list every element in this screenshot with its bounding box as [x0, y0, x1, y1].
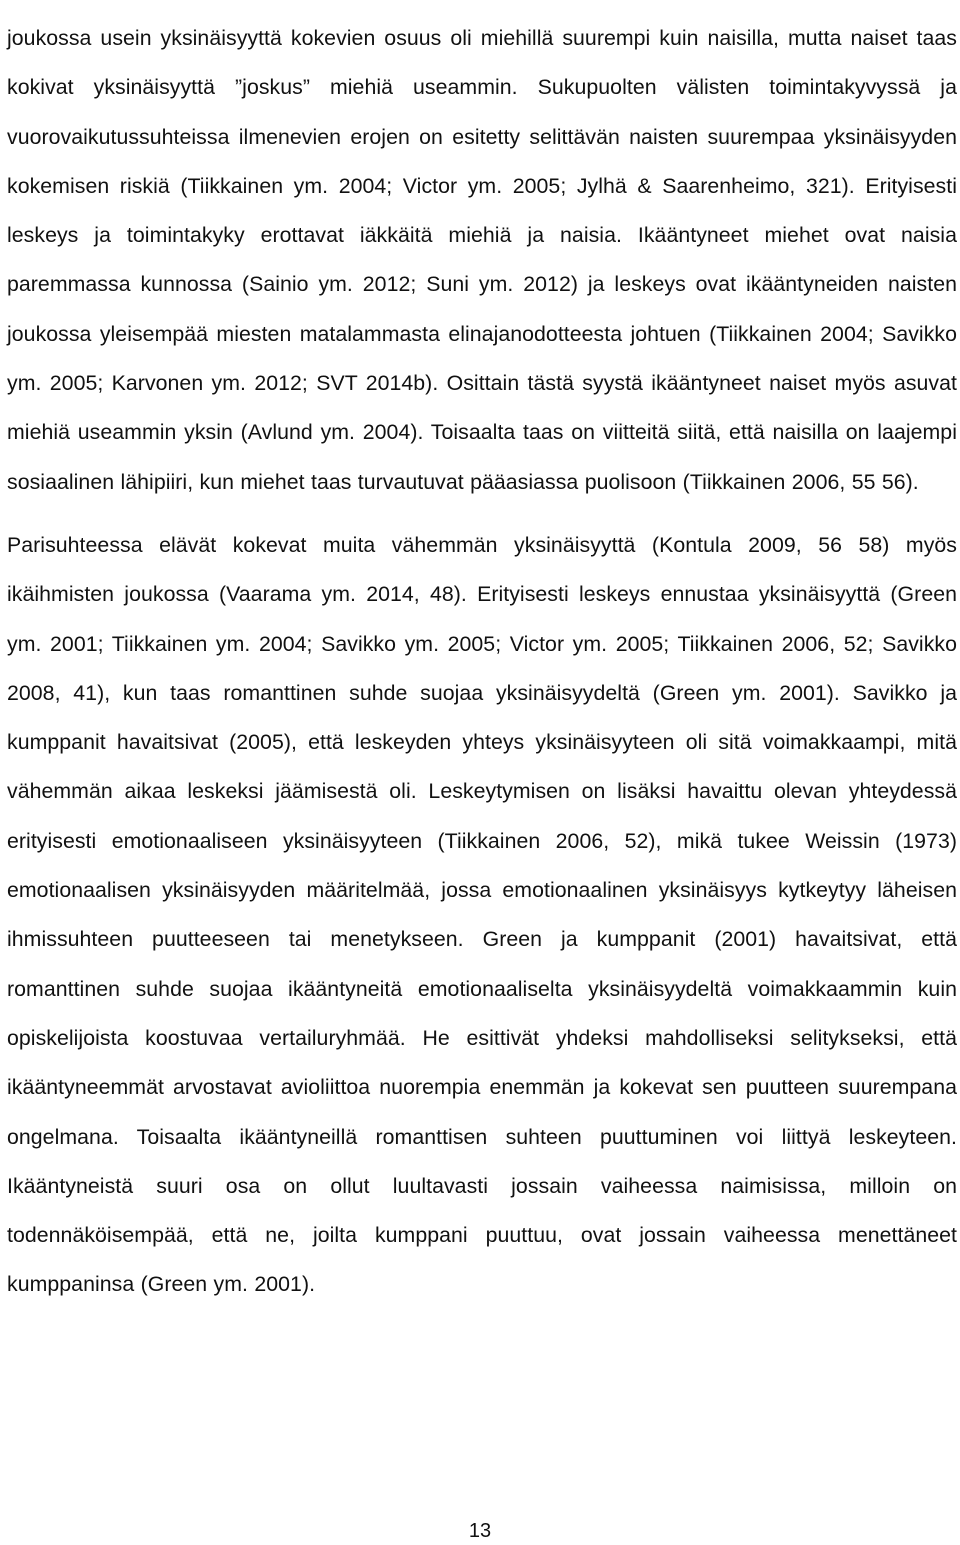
page-number: 13: [468, 1520, 492, 1542]
body-paragraph-1: joukossa usein yksinäisyyttä kokevien osuus oli miehillä suurempi kuin naisilla, mutta naiset taas kokivat yksinäisyyttä ”joskus” miehiä useammin. Sukupuolten välisten toimintakyvyssä ja vuorovaikutussuhteissa ilmenevien erojen on esitetty selittävän naisten suurempaa yksinäisyyden kokemisen riskiä (Tiikkainen ym. 2004; Victor ym. 2005; Jylhä & Saarenheimo, 321). Erityisesti leskeys ja toimintakyky erottavat iäkkäitä miehiä ja naisia. Ikääntyneet miehet ovat naisia paremmassa kunnossa (Sainio ym. 2012; Suni ym. 2012) ja leskeys ovat ikääntyneiden naisten joukossa yleisempää miesten matalammasta elinajanodotteesta johtuen (Tiikkainen 2004; Savikko ym. 2005; Karvonen ym. 2012; SVT 2014b). Osittain tästä syystä ikääntyneet naiset myös asuvat miehiä useammin yksin (Avlund ym. 2004). Toisaalta taas on viitteitä siitä, että naisilla on laajempi sosiaalinen lähipiiri, kun miehet taas turvautuvat pääasiassa puolisoon (Tiikkainen 2006, 55 56).: [7, 26, 957, 494]
document-page: [7, 14, 957, 1310]
body-paragraph-2: Parisuhteessa elävät kokevat muita vähemmän yksinäisyyttä (Kontula 2009, 56 58) myös ikäihmisten joukossa (Vaarama ym. 2014, 48). Erityisesti leskeys ennustaa yksinäisyyttä (Green ym. 2001; Tiikkainen ym. 2004; Savikko ym. 2005; Victor ym. 2005; Tiikkainen 2006, 52; Savikko 2008, 41), kun taas romanttinen suhde suojaa yksinäisyydeltä (Green ym. 2001). Savikko ja kumppanit havaitsivat (2005), että leskeyden yhteys yksinäisyyteen oli sitä voimakkaampi, mitä vähemmän aikaa leskeksi jäämisestä oli. Leskeytymisen on lisäksi havaittu olevan yhteydessä erityisesti emotionaaliseen yksinäisyyteen (Tiikkainen 2006, 52), mikä tukee Weissin (1973) emotionaalisen yksinäisyyden määritelmää, jossa emotionaalinen yksinäisyys kytkeytyy läheisen ihmissuhteen puutteeseen tai menetykseen. Green ja kumppanit (2001) havaitsivat, että romanttinen suhde suojaa ikääntyneitä emotionaaliselta yksinäisyydeltä voimakkaammin kuin opiskelijoista koostuvaa vertailuryhmää. He esittivät yhdeksi mahdolliseksi selitykseksi, että ikääntyneemmät arvostavat avioliittoa nuorempia enemmän ja kokevat sen puutteen suurempana ongelmana. Toisaalta ikääntyneillä romanttisen suhteen puuttuminen voi liittyä leskeyteen. Ikääntyneistä suuri osa on ollut luultavasti jossain vaiheessa naimisissa, milloin on todennäköisempää, että ne, joilta kumppani puuttuu, ovat jossain vaiheessa menettäneet kumppaninsa (Green ym. 2001).: [7, 532, 957, 1297]
